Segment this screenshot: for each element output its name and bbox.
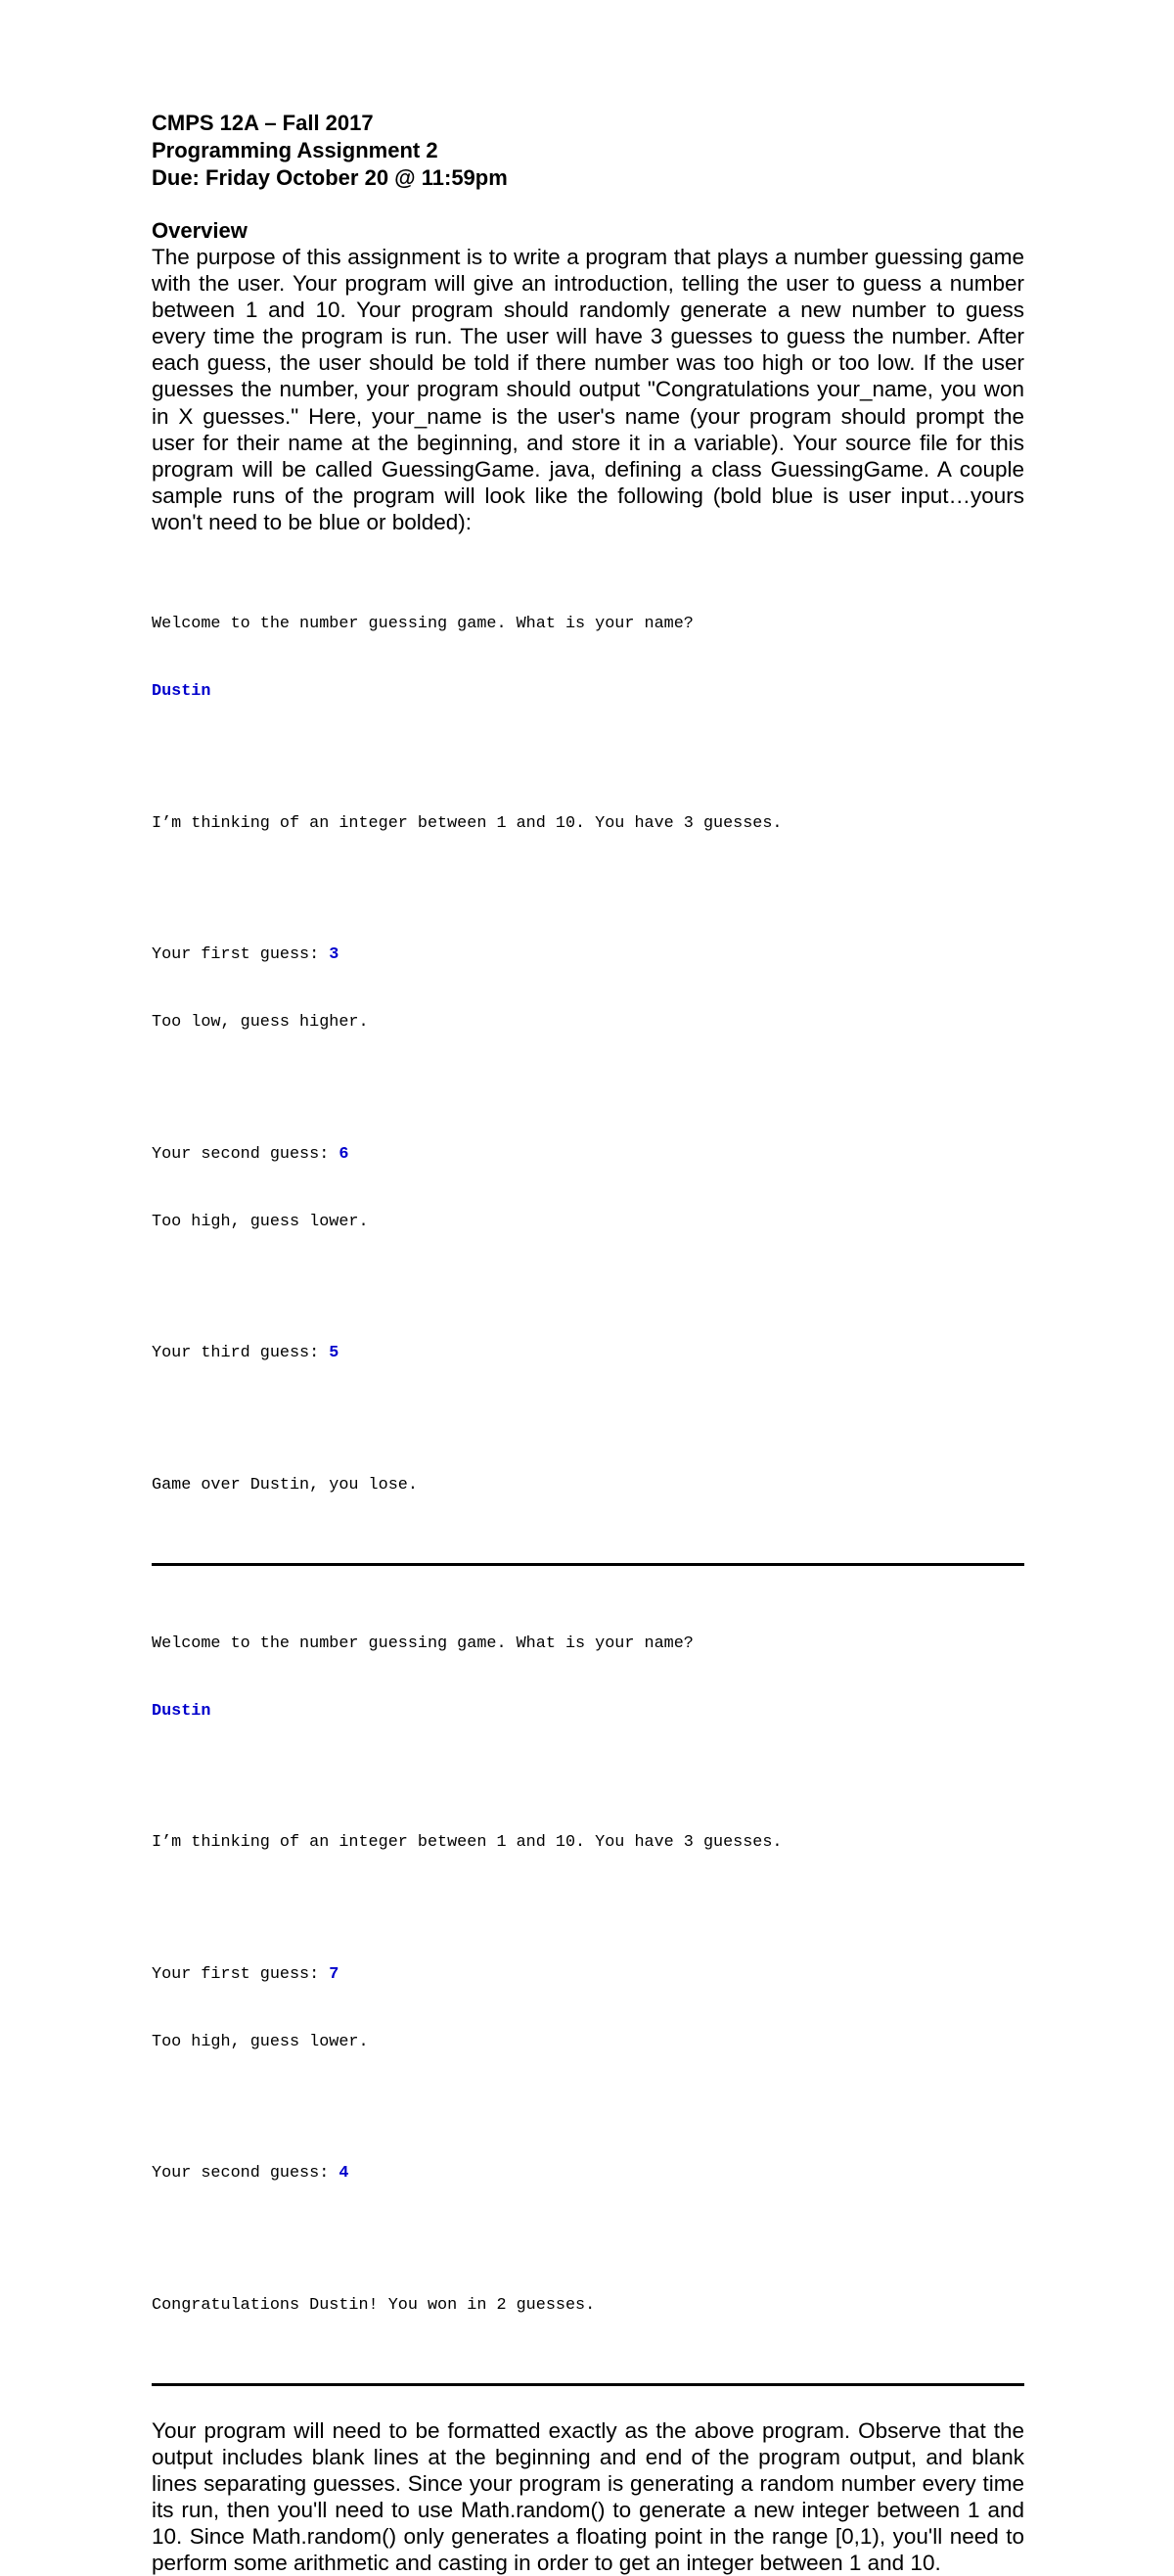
divider-rule <box>152 2383 1024 2386</box>
welcome-line: Welcome to the number guessing game. What is your name? <box>152 1633 694 1653</box>
closing-paragraph: Your program will need to be formatted exactly as the above program. Observe that the output includes blank lines at the beginning and end of the program output, and blank lines separating guesses. Since your program is generating a random number every time its run, then you'll need to use Math.random() to generate a new integer between 1 and 10. Since Math.random() only generates a floating point in the range [0,1), you'll need to perform some arithmetic and casting in order to get an integer between 1 and 10. <box>152 2417 1024 2575</box>
guess-prompt: Your second guess: <box>152 2164 339 2184</box>
overview-paragraph: The purpose of this assignment is to write a program that plays a number guessing game with the user. Your program will give an introduction, telling the user to guess a number between 1 and 10. Your program should randomly generate a new number to guess every time the program is run. The user will have 3 guesses to guess the number. After each guess, the user should be told if there number was too high or too low. If the user guesses the number, your program should output "Congratulations your_name, you won in X guesses." Here, your_name is the user's name (your program should prompt the user for their name at the beginning, and store it in a variable). Your source file for this program will be called GuessingGame. java, defining a class GuessingGame. A couple sample runs of the program will look like the following (bold blue is user input…yours won't need to be blue or bolded): <box>152 245 1024 534</box>
intro-line: I’m thinking of an integer between 1 and 10. You have 3 guesses. <box>152 813 783 833</box>
name-input: Dustin <box>152 682 211 702</box>
guess-line-2 <box>152 1143 1024 1166</box>
result-line: Game over Dustin, you lose. <box>152 1475 418 1495</box>
course-title: CMPS 12A – Fall 2017 <box>152 111 374 135</box>
welcome-line: Welcome to the number guessing game. What is your name? <box>152 615 694 634</box>
feedback-line: Too high, guess lower. <box>152 1212 369 1231</box>
assignment-title: Programming Assignment 2 <box>152 138 438 162</box>
feedback-line: Too low, guess higher. <box>152 1013 369 1033</box>
due-date: Due: Friday October 20 @ 11:59pm <box>152 165 508 190</box>
guess-prompt: Your first guess: <box>152 945 330 965</box>
guess-input: 3 <box>329 945 339 965</box>
guess-prompt: Your second guess: <box>152 1144 339 1164</box>
intro-line: I’m thinking of an integer between 1 and 10. You have 3 guesses. <box>152 1833 783 1853</box>
feedback-line: Too high, guess lower. <box>152 2032 369 2051</box>
sample-run-2 <box>152 1587 1024 2362</box>
guess-prompt: Your third guess: <box>152 1344 330 1363</box>
name-input: Dustin <box>152 1701 211 1721</box>
document-header <box>152 110 1024 192</box>
guess-line-2 <box>152 2162 1024 2185</box>
guess-line-3 <box>152 1342 1024 1364</box>
guess-line-1 <box>152 943 1024 966</box>
guess-input: 4 <box>339 2164 349 2184</box>
divider-rule <box>152 1563 1024 1566</box>
guess-input: 6 <box>339 1144 349 1164</box>
sample-run-1 <box>152 568 1024 1541</box>
guess-input: 5 <box>329 1344 339 1363</box>
result-line: Congratulations Dustin! You won in 2 guesses. <box>152 2295 596 2315</box>
guess-line-1 <box>152 1963 1024 1986</box>
guess-prompt: Your first guess: <box>152 1964 330 1984</box>
document-page <box>152 110 1024 2576</box>
overview-heading: Overview <box>152 218 248 243</box>
guess-input: 7 <box>329 1964 339 1984</box>
